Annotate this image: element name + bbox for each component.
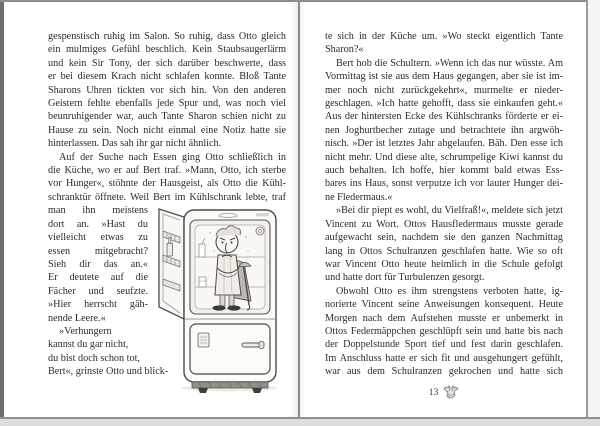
paragraph xyxy=(325,30,563,57)
text-line: der Doppelstunde Sport tief und fest darin geschlafen. xyxy=(325,339,563,351)
right-text-block xyxy=(325,30,563,400)
text-line: schranktür öffnete. Weil Bert im Kühlschrank lebte, traf xyxy=(48,191,286,203)
text-line: du bist doch schon tot, xyxy=(48,352,140,364)
text-line: Hause zu sein. Noch nicht einmal eine Notiz hatte sie xyxy=(48,124,286,136)
text-line: nen Joghurtbecher zutage und betrachtete ihn argwöh- xyxy=(325,124,563,136)
text-line: er bei diesem Krach nicht schlafen konnte. Bloß Tante xyxy=(48,71,286,83)
text-line: war aus dem Schulranzen gekrochen und hatte sich xyxy=(325,366,563,378)
text-line: Er deutete auf die xyxy=(48,272,148,284)
left-page xyxy=(4,2,291,417)
text-line: Aus der hintersten Ecke des Kühlschranks förderte er ei- xyxy=(325,111,563,123)
text-line: vielleicht etwas zu xyxy=(48,232,148,244)
text-line: gespenstisch ruhig im Salon. So ruhig, dass Otto gleich xyxy=(48,31,286,42)
text-line: die Küche, wo er auf Bert traf. »Mann, Otto, ich sterbe xyxy=(48,165,286,177)
paragraph xyxy=(48,204,148,325)
text-line: »Hier herrscht gäh- xyxy=(48,299,148,311)
paragraph xyxy=(48,30,286,151)
page-footer xyxy=(325,383,563,400)
text-line: Im Anschluss hatte er sich fit und ausgehungert gefühlt, xyxy=(325,352,563,364)
text-line: Morgen nach dem Aufstehen musste er unbemerkt in xyxy=(325,312,563,324)
text-line: auch behalten. Ich hoffe, hier kommt bald etwas Ess- xyxy=(325,165,563,177)
paragraph xyxy=(325,57,563,204)
text-line: Sharon?« xyxy=(325,44,364,56)
text-line: Bert«, grinste Otto und blick- xyxy=(48,366,169,378)
page-number: 13 xyxy=(428,386,439,398)
fridge-illustration xyxy=(154,207,284,393)
text-and-illustration-row xyxy=(48,204,286,393)
page-gutter xyxy=(290,2,306,417)
text-line: norierte Vincent seine Anweisungen konsequent. Heute xyxy=(325,299,563,311)
ghost-in-refrigerator-icon xyxy=(154,207,284,393)
text-line: Sharons Uhren tickten vor sich hin. Von den anderen xyxy=(48,84,286,96)
paragraph xyxy=(325,204,563,284)
text-line: Bert hob die Schultern. »Wenn ich das nur wüsste. Am xyxy=(336,57,563,69)
text-line: te sich in der Küche um. »Wo steckt eigentlich Tante xyxy=(325,31,563,42)
text-line: Obwohl Otto es ihm strengstens verboten hatte, ig- xyxy=(336,285,563,297)
scan-edge-bottom-pad xyxy=(0,419,600,426)
bat-doodle-icon xyxy=(443,383,459,400)
text-line: nicht mehr. Und diese alte, schrumpelige Kiwi kannst du xyxy=(325,151,563,163)
text-line: bares ins Haus, sonst verputze ich vor lauter Hunger dei- xyxy=(325,178,563,190)
text-line: ein mulmiges Gefühl beschlich. Kein Staubsaugerlärm xyxy=(48,44,286,56)
text-line: vor Hunger«, stöhnte der Hausgeist, als Otto die Kühl- xyxy=(48,178,286,190)
text-line: war Vincent Otto heute heimlich in die Schule gefolgt xyxy=(325,258,563,270)
text-line: Ottos Federmäppchen geschlüpft sein und hatte bis nach xyxy=(325,325,563,337)
text-line: hinterlassen. Das sah ihr gar nicht ähnlich. xyxy=(48,138,222,150)
text-line: »Verhungern xyxy=(59,325,112,337)
text-line: aufgewacht sein, nachdem sie den ganzen Nachmittag xyxy=(325,232,563,244)
text-line: lang in Ottos Schulranzen geschlafen hatte. Wie so oft xyxy=(325,245,563,257)
text-line: Fächer und seufzte. xyxy=(48,285,148,297)
text-line: nisch. »Der ist letztes Jahr abgelaufen. Bäh. Den esse ich xyxy=(325,138,563,150)
text-line: Vincent zu Wort. Ottos Hausfledermaus musste gerade xyxy=(325,218,563,230)
text-line: dort an. »Hast du xyxy=(48,218,148,230)
text-line: nende Leere.« xyxy=(48,312,106,324)
text-line: Sieh dir das an.« xyxy=(48,258,148,270)
text-line: ne Fledermaus.« xyxy=(325,191,393,203)
text-line: kannst du gar nicht, xyxy=(48,339,129,351)
scan-edge-right-pad xyxy=(588,0,600,426)
text-line: man ihn meistens xyxy=(48,205,148,217)
text-line: Geistern fehlte ebenfalls jede Spur und, was noch viel xyxy=(48,98,286,110)
text-line: und kein Sir Tony, der sich darüber beschwerte, dass xyxy=(48,57,286,69)
narrow-text-column xyxy=(48,204,169,378)
text-line: und hatte dort für Turbulenzen gesorgt. xyxy=(325,272,485,284)
text-line: geschlagen. »Ich hatte gehofft, dass sie einkaufen geht.« xyxy=(325,98,563,110)
paragraph xyxy=(48,325,169,379)
text-line: Auf der Suche nach Essen ging Otto schließlich in xyxy=(59,151,286,163)
text-line: essen mitgebracht? xyxy=(48,245,148,257)
text-line: »Bei dir piept es wohl, du Vielfraß!«, meldete sich jetzt xyxy=(336,205,563,217)
right-page xyxy=(306,2,586,417)
paragraph xyxy=(48,151,286,205)
left-text-block xyxy=(48,30,286,393)
text-line: Vormittag ist sie aus dem Haus gegangen, aber sie ist im- xyxy=(325,71,563,83)
text-line: beunruhigender war, auch Tante Sharon schien nicht zu xyxy=(48,111,286,123)
text-line: mer noch nicht zurückgekehrt«, murmelte er nieder- xyxy=(325,84,563,96)
paragraph xyxy=(325,285,563,379)
